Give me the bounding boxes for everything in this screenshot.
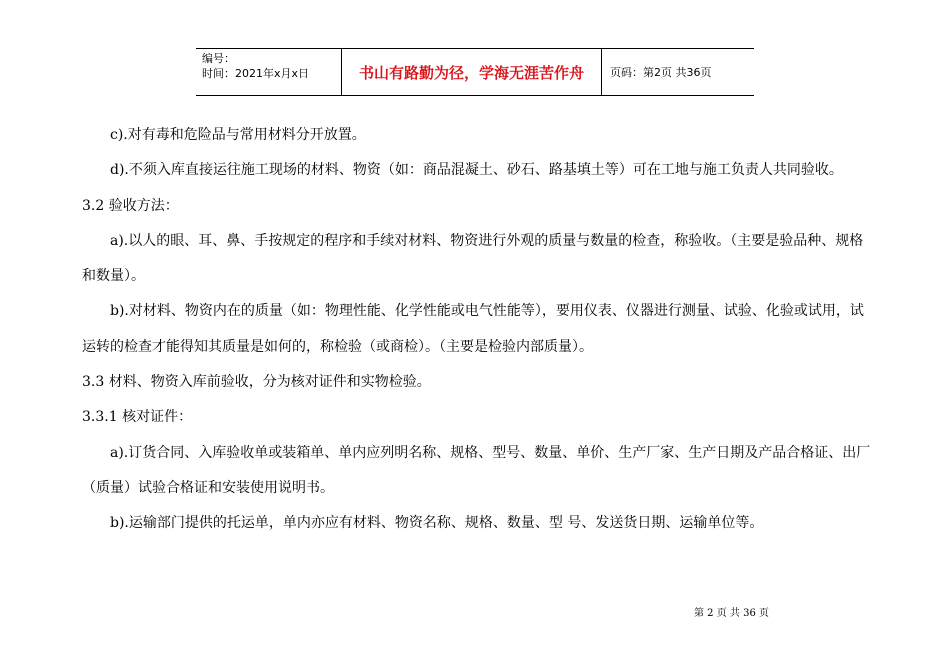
header-page-info: 页码：第2页 共36页: [610, 66, 712, 79]
document-body: [82, 118, 872, 542]
paragraph-d: d).不须入库直接运往施工现场的材料、物资（如：商品混凝土、砂石、路基填土等）可在工地与施工负责人共同验收。: [110, 162, 843, 179]
page-footer: 第 2 页 共 36 页: [694, 608, 769, 619]
paragraph-c: c).对有毒和危险品与常用材料分开放置。: [110, 127, 366, 143]
paragraph-a-docs: a).订货合同、入库验收单或装箱单、单内应列明名称、规格、型号、数量、单价、生产厂家、生产日期及产品合格证、出厂（质量）试验合格证和安装使用说明书。: [82, 444, 871, 496]
header-motto: 书山有路勤为径，学海无涯苦作舟: [342, 49, 602, 95]
heading-3-3: 3.3 材料、物资入库前验收，分为核对证件和实物检验。: [82, 374, 431, 391]
header-meta: [196, 49, 342, 95]
paragraph-a-method: a).以人的眼、耳、鼻、手按规定的程序和手续对材料、物资进行外观的质量与数量的检查，称验收。（主要是验品种、规格和数量）。: [82, 232, 864, 285]
heading-3-3-1: 3.3.1 核对证件：: [82, 409, 193, 426]
heading-3-2: 3.2 验收方法：: [82, 197, 179, 214]
number-label: 编号：: [202, 52, 235, 65]
paragraph-b-method: b).对材料、物资内在的质量（如：物理性能、化学性能或电气性能等），要用仪表、仪器进行测量、试验、化验或试用，试运转的检查才能得知其质量是如何的，称检验（或商检）。（主要是检验内部质量）。: [82, 303, 864, 355]
paragraph-b-docs: b).运输部门提供的托运单，单内亦应有材料、物资名称、规格、数量、型 号、发送货日期、运输单位等。: [110, 515, 764, 532]
time-label: 时间：2021年x月x日: [202, 67, 310, 80]
page-header: [196, 48, 754, 96]
